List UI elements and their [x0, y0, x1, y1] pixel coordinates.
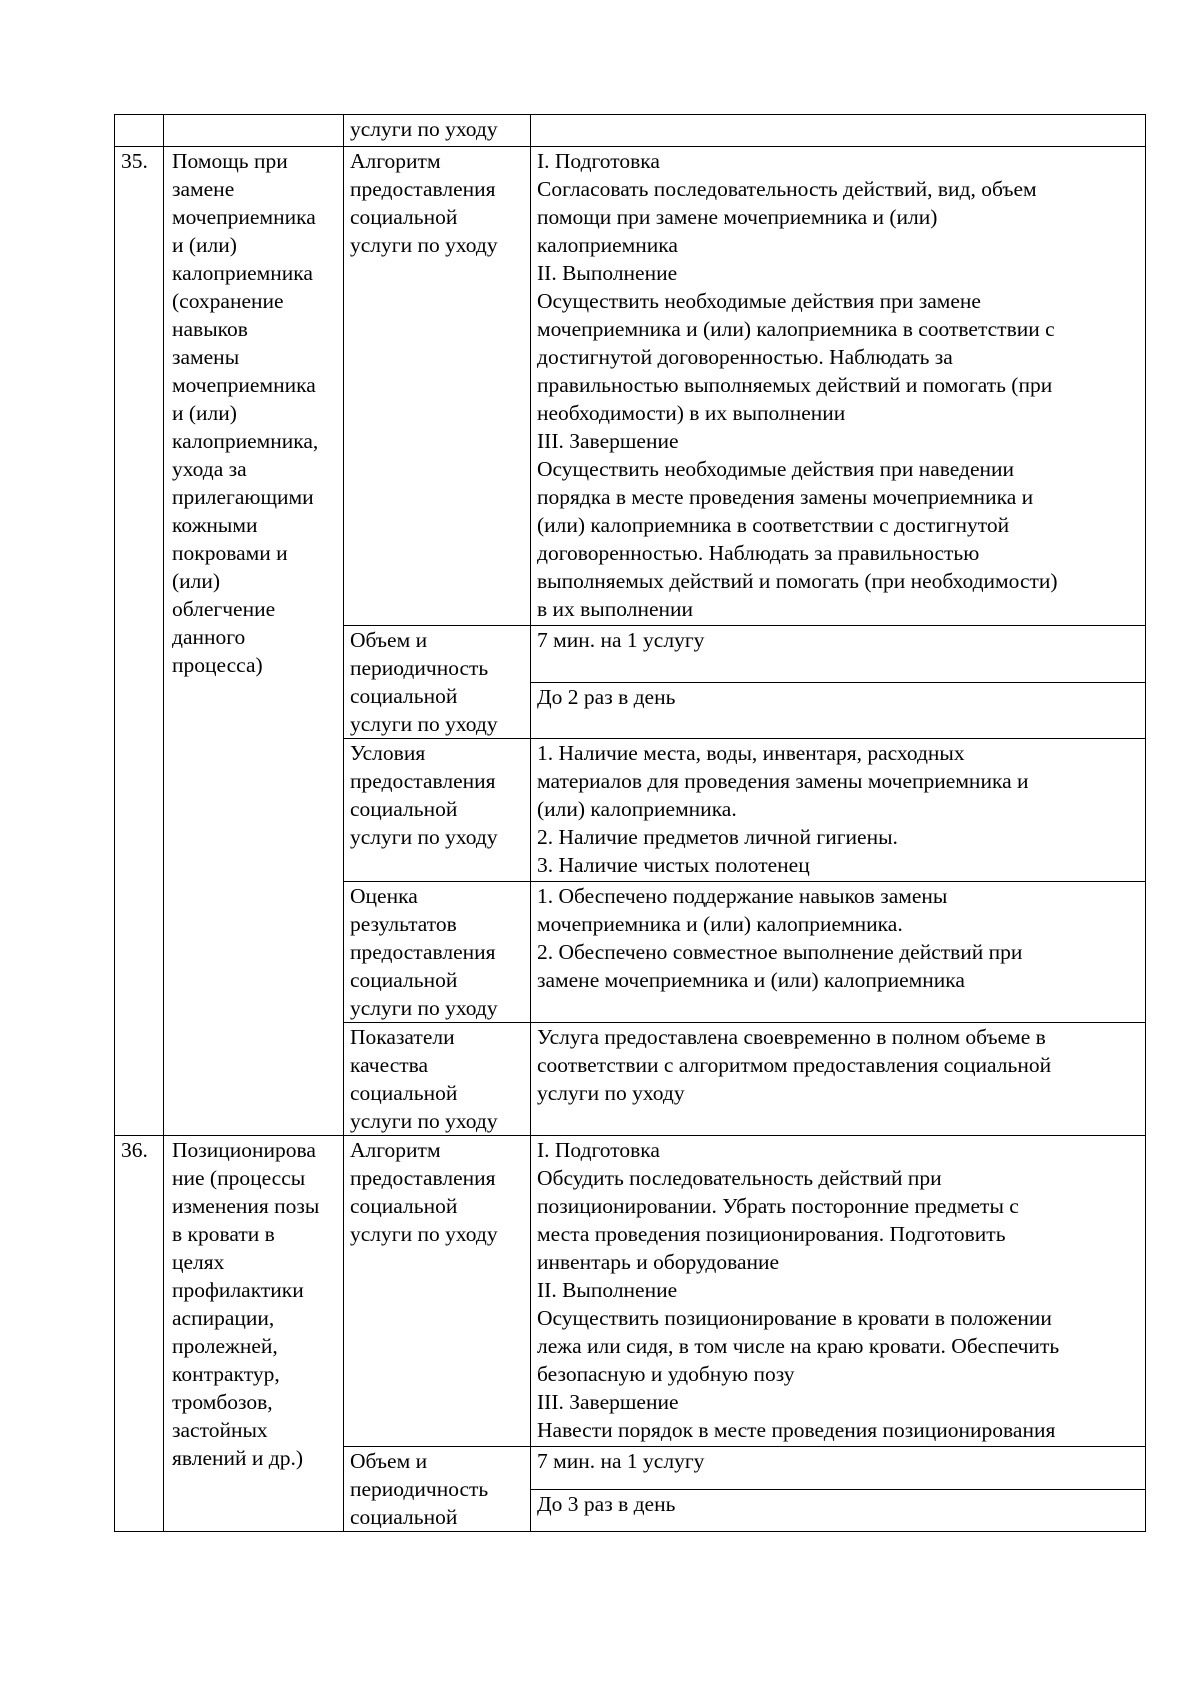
text-line: услуги по уходу: [350, 996, 498, 1020]
text-line: результатов: [350, 912, 457, 936]
criterion-label-cell: [344, 115, 531, 147]
text-line: Алгоритм: [350, 1138, 441, 1162]
criterion-label-cell: [344, 1023, 531, 1136]
text-line: Позиционирова: [172, 1138, 316, 1162]
text-line: социальной: [350, 205, 458, 229]
row-number-cell: [115, 147, 164, 1136]
text-line: Осуществить позиционирование в кровати в положении: [537, 1306, 1052, 1330]
text-line: изменения позы: [172, 1194, 320, 1218]
text-line: Осуществить необходимые действия при наведении: [537, 457, 1015, 481]
text-line: социальной: [350, 797, 458, 821]
text-line: в их выполнении: [537, 597, 694, 621]
text-line: услуги по уходу: [350, 1222, 498, 1246]
text-line: I. Подготовка: [537, 1138, 660, 1162]
text-line: прилегающими: [172, 485, 314, 509]
text-line: 7 мин. на 1 услугу: [537, 1449, 705, 1473]
table-row: [115, 115, 1146, 147]
text-line: замене: [172, 177, 235, 201]
text-line: профилактики: [172, 1278, 304, 1302]
text-line: достигнутой договоренностью. Наблюдать за: [537, 345, 953, 369]
criterion-label-cell: [344, 1136, 531, 1447]
criterion-value-cell: [531, 1136, 1146, 1447]
text-line: периодичность: [350, 656, 489, 680]
criterion-label-cell: [344, 1447, 531, 1532]
text-line: социальной: [350, 968, 458, 992]
table-row: [115, 1136, 1146, 1447]
criterion-value-cell: [531, 1447, 1146, 1490]
text-line: порядка в месте проведения замены мочеприемника и: [537, 485, 1034, 509]
text-line: 2. Наличие предметов личной гигиены.: [537, 825, 898, 849]
text-line: (или): [172, 569, 221, 593]
text-line: 2. Обеспечено совместное выполнение действий при: [537, 940, 1023, 964]
text-line: социальной: [350, 1081, 458, 1105]
text-line: услуги по уходу: [350, 117, 498, 141]
text-line: Согласовать последовательность действий, вид, объем: [537, 177, 1037, 201]
text-line: социальной: [350, 1194, 458, 1218]
text-line: услуги по уходу: [350, 825, 498, 849]
criterion-value-cell: [531, 626, 1146, 683]
service-name-cell: [164, 1136, 344, 1532]
text-line: 3. Наличие чистых полотенец: [537, 853, 810, 877]
text-line: Осуществить необходимые действия при замене: [537, 289, 981, 313]
text-line: позиционировании. Убрать посторонние предметы с: [537, 1194, 1019, 1218]
text-line: данного: [172, 625, 246, 649]
text-line: качества: [350, 1053, 429, 1077]
text-line: периодичность: [350, 1477, 489, 1501]
text-line: (сохранение: [172, 289, 284, 313]
text-line: лежа или сидя, в том числе на краю кровати. Обеспечить: [537, 1334, 1060, 1358]
text-line: II. Выполнение: [537, 261, 678, 285]
text-line: покровами и: [172, 541, 288, 565]
text-line: и (или): [172, 401, 237, 425]
text-line: договоренностью. Наблюдать за правильностью: [537, 541, 980, 565]
service-name-cell: [164, 115, 344, 147]
criterion-value-cell: [531, 739, 1146, 882]
text-line: II. Выполнение: [537, 1278, 678, 1302]
text-line: III. Завершение: [537, 429, 679, 453]
text-line: мочеприемника: [172, 205, 316, 229]
text-line: (или) калоприемника в соответствии с достигнутой: [537, 513, 1010, 537]
criterion-label-cell: [344, 626, 531, 739]
text-line: калоприемника: [172, 261, 313, 285]
row-number-cell: [115, 115, 164, 147]
text-line: мочеприемника и (или) калоприемника.: [537, 912, 903, 936]
criterion-value-cell: [531, 882, 1146, 1023]
text-line: (или) калоприемника.: [537, 797, 737, 821]
text-line: До 3 раз в день: [537, 1491, 676, 1516]
text-line: мочеприемника: [172, 373, 316, 397]
text-line: навыков: [172, 317, 248, 341]
text-line: замене мочеприемника и (или) калоприемника: [537, 968, 965, 992]
text-line: контрактур,: [172, 1362, 280, 1386]
text-line: правильностью выполняемых действий и помогать (при: [537, 373, 1053, 397]
text-line: инвентарь и оборудование: [537, 1250, 780, 1274]
text-line: III. Завершение: [537, 1390, 679, 1414]
text-line: аспирации,: [172, 1306, 275, 1330]
text-line: застойных: [172, 1418, 268, 1442]
text-line: Объем и: [350, 1449, 428, 1473]
text-line: услуги по уходу: [350, 233, 498, 257]
text-line: Услуга предоставлена своевременно в полном объеме в: [537, 1025, 1046, 1049]
text-line: необходимости) в их выполнении: [537, 401, 846, 425]
criterion-label-cell: [344, 147, 531, 626]
text-line: помощи при замене мочеприемника и (или): [537, 205, 938, 229]
text-line: безопасную и удобную позу: [537, 1362, 795, 1386]
text-line: соответствии с алгоритмом предоставления социальной: [537, 1053, 1052, 1077]
text-line: ние (процессы: [172, 1166, 306, 1190]
text-line: социальной: [350, 1505, 458, 1529]
text-line: кожными: [172, 513, 258, 537]
row-number-cell: [115, 1136, 164, 1532]
text-line: предоставления: [350, 177, 496, 201]
text-line: 7 мин. на 1 услугу: [537, 628, 705, 652]
text-line: социальной: [350, 684, 458, 708]
text-line: в кровати в: [172, 1222, 275, 1246]
text-line: ухода за: [172, 457, 247, 481]
text-line: процесса): [172, 653, 263, 677]
text-line: калоприемника: [537, 233, 678, 257]
text-line: предоставления: [350, 1166, 496, 1190]
text-line: целях: [172, 1250, 225, 1274]
text-line: пролежней,: [172, 1334, 278, 1358]
criterion-value-cell: [531, 115, 1146, 147]
text-line: Объем и: [350, 628, 428, 652]
text-line: До 2 раз в день: [537, 684, 676, 709]
row-number: 36.: [121, 1138, 148, 1162]
text-line: Помощь при: [172, 149, 288, 173]
text-line: Навести порядок в месте проведения позиционирования: [537, 1418, 1056, 1442]
text-line: выполняемых действий и помогать (при необходимости): [537, 569, 1058, 593]
criterion-value-cell: [531, 682, 1146, 739]
text-line: облегчение: [172, 597, 276, 621]
text-line: замены: [172, 345, 240, 369]
criterion-value-cell: [531, 147, 1146, 626]
text-line: 1. Наличие места, воды, инвентаря, расходных: [537, 741, 965, 765]
service-name-cell: [164, 147, 344, 1136]
text-line: Обсудить последовательность действий при: [537, 1166, 942, 1190]
text-line: услуги по уходу: [537, 1081, 685, 1105]
text-line: услуги по уходу: [350, 1109, 498, 1133]
text-line: предоставления: [350, 940, 496, 964]
text-line: услуги по уходу: [350, 712, 498, 736]
text-line: тромбозов,: [172, 1390, 273, 1414]
text-line: Условия: [350, 741, 426, 765]
text-line: Показатели: [350, 1025, 455, 1049]
criterion-value-cell: [531, 1489, 1146, 1532]
criterion-value-cell: [531, 1023, 1146, 1136]
criterion-label-cell: [344, 739, 531, 882]
text-line: места проведения позиционирования. Подготовить: [537, 1222, 1006, 1246]
row-number: 35.: [121, 149, 148, 173]
text-line: калоприемника,: [172, 429, 319, 453]
text-line: и (или): [172, 233, 237, 257]
text-line: 1. Обеспечено поддержание навыков замены: [537, 884, 948, 908]
table-row: [115, 147, 1146, 626]
text-line: мочеприемника и (или) калоприемника в соответствии с: [537, 317, 1055, 341]
text-line: явлений и др.): [172, 1446, 304, 1470]
text-line: Оценка: [350, 884, 418, 908]
criterion-label-cell: [344, 882, 531, 1023]
text-line: I. Подготовка: [537, 149, 660, 173]
text-line: материалов для проведения замены мочеприемника и: [537, 769, 1029, 793]
text-line: предоставления: [350, 769, 496, 793]
services-table: [114, 114, 1146, 1532]
text-line: Алгоритм: [350, 149, 441, 173]
